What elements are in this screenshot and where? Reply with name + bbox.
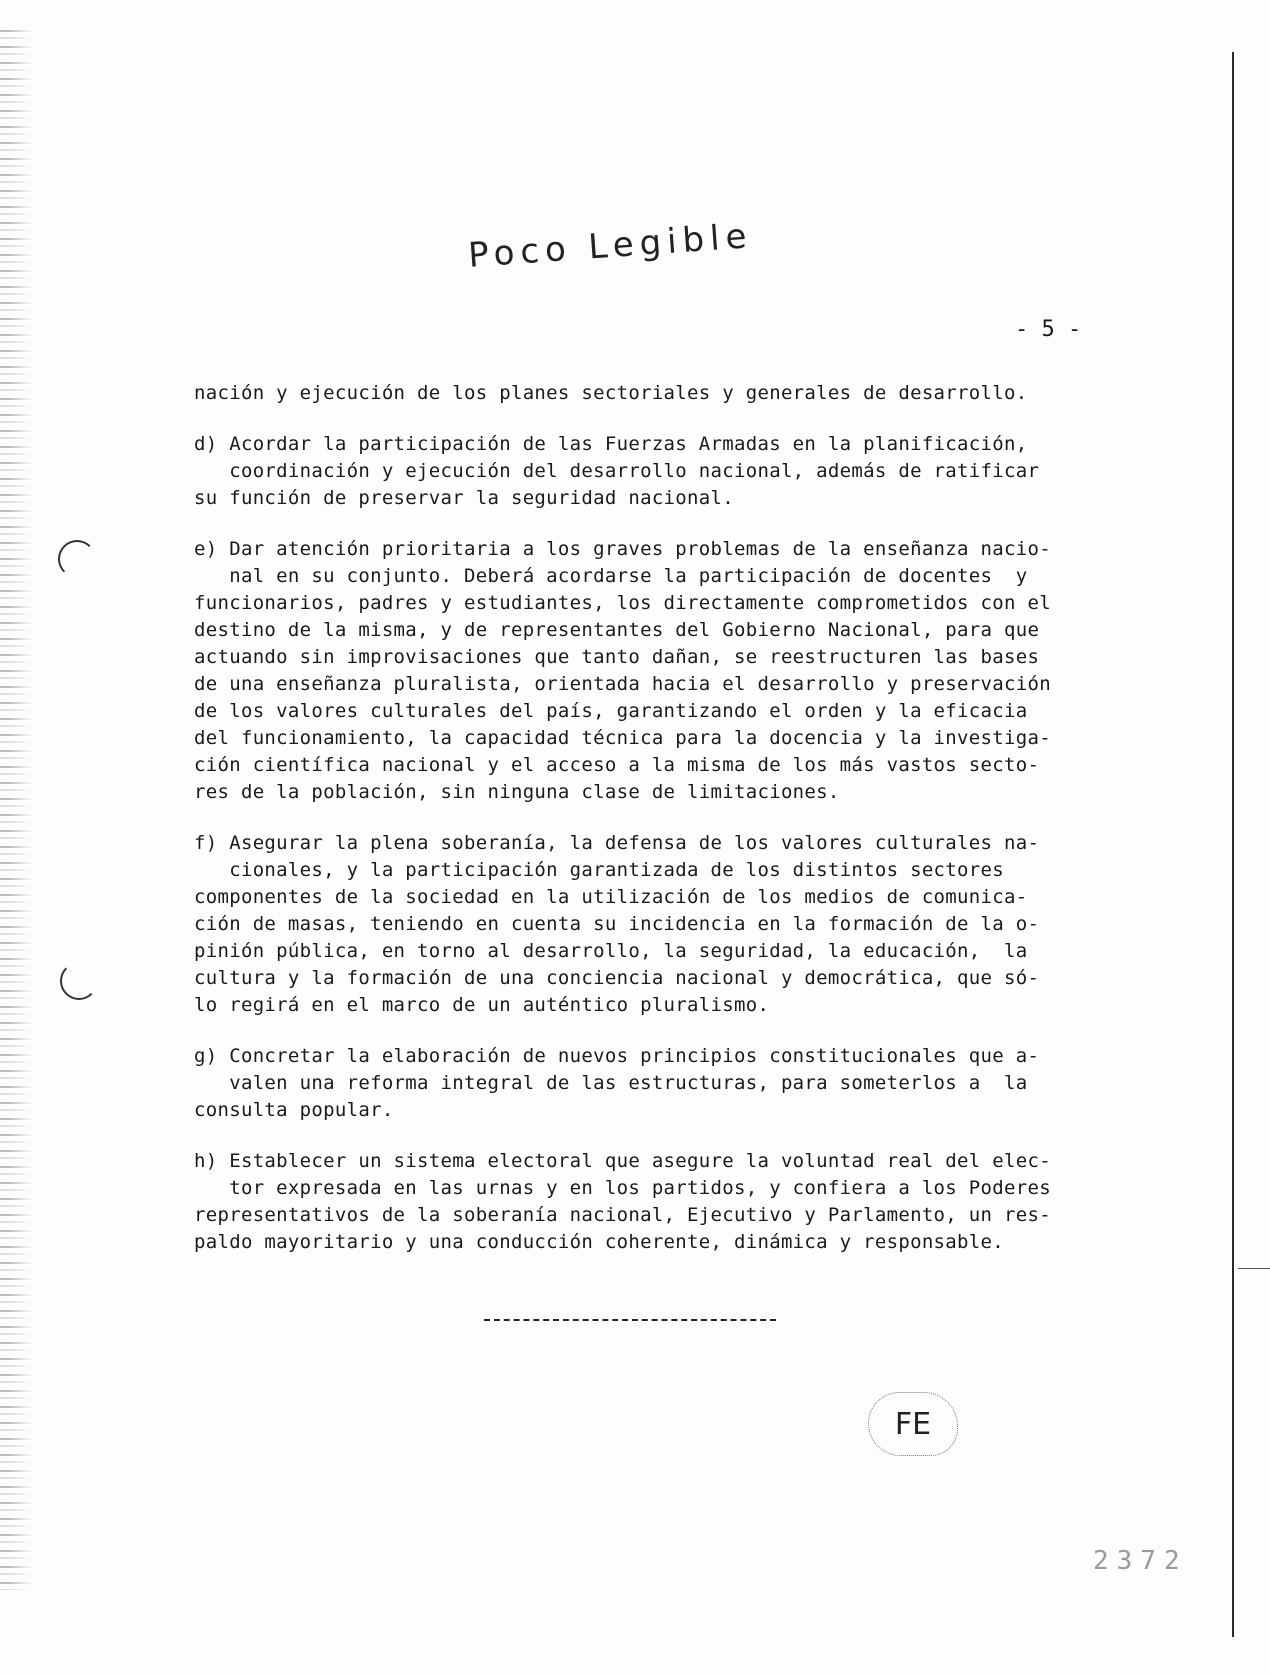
dashed-separator: [484, 1319, 776, 1321]
text-line: representativos de la soberanía nacional, Ejecutivo y Parlamento, un res-: [194, 1204, 1051, 1226]
text-line: actuando sin improvisaciones que tanto dañan, se reestructuren las bases: [194, 646, 1040, 668]
text-line: d) Acordar la participación de las Fuerzas Armadas en la planificación,: [194, 433, 1028, 455]
text-line: ción de masas, teniendo en cuenta su incidencia en la formación de la o-: [194, 913, 1040, 935]
text-line: cionales, y la participación garantizada de los distintos sectores: [194, 859, 1004, 881]
text-line: su función de preservar la seguridad nacional.: [194, 487, 734, 509]
initials-stamp: [868, 1392, 958, 1456]
text-line: res de la población, sin ninguna clase de limitaciones.: [194, 781, 840, 803]
text-line: cultura y la formación de una conciencia nacional y democrática, que só-: [194, 967, 1040, 989]
text-line: ción científica nacional y el acceso a la misma de los más vastos secto-: [194, 754, 1040, 776]
text-line: coordinación y ejecución del desarrollo nacional, además de ratificar: [194, 460, 1040, 482]
punch-hole-mark: [60, 962, 98, 1000]
text-line: consulta popular.: [194, 1099, 394, 1121]
text-line: pinión pública, en torno al desarrollo, la seguridad, la educación, la: [194, 940, 1028, 962]
scan-margin-line: [1232, 52, 1234, 1637]
text-line: f) Asegurar la plena soberanía, la defensa de los valores culturales na-: [194, 832, 1040, 854]
text-line: componentes de la sociedad en la utilización de los medios de comunica-: [194, 886, 1028, 908]
text-line: h) Establecer un sistema electoral que asegure la voluntad real del elec-: [194, 1150, 1051, 1172]
text-line: nación y ejecución de los planes sectoriales y generales de desarrollo.: [194, 382, 1028, 404]
text-line: del funcionamiento, la capacidad técnica para la docencia y la investiga-: [194, 727, 1051, 749]
stamp-initials: FE: [894, 1406, 932, 1442]
paragraph-item-f: [194, 830, 1124, 1019]
handwritten-note: Poco Legible: [466, 216, 754, 276]
text-line: valen una reforma integral de las estructuras, para someterlos a la: [194, 1072, 1028, 1094]
text-line: de una enseñanza pluralista, orientada hacia el desarrollo y preservación: [194, 673, 1051, 695]
scan-margin-tick: [1238, 1268, 1270, 1269]
paragraph-item-h: [194, 1148, 1124, 1256]
page-number: - 5 -: [1015, 317, 1082, 342]
text-line: paldo mayoritario y una conducción coherente, dinámica y responsable.: [194, 1231, 1004, 1253]
paragraph-item-g: [194, 1043, 1124, 1124]
paragraph-item-e: [194, 536, 1124, 806]
text-line: g) Concretar la elaboración de nuevos principios constitucionales que a-: [194, 1045, 1040, 1067]
text-line: destino de la misma, y de representantes del Gobierno Nacional, para que: [194, 619, 1040, 641]
text-line: funcionarios, padres y estudiantes, los directamente comprometidos con el: [194, 592, 1051, 614]
document-body: [194, 380, 1124, 1256]
scan-edge-noise: [0, 30, 34, 1590]
text-line: e) Dar atención prioritaria a los graves problemas de la enseñanza nacio-: [194, 538, 1051, 560]
paragraph-continuation: [194, 380, 1124, 407]
punch-hole-mark: [58, 540, 96, 578]
text-line: de los valores culturales del país, garantizando el orden y la eficacia: [194, 700, 1028, 722]
paragraph-item-d: [194, 431, 1124, 512]
text-line: nal en su conjunto. Deberá acordarse la participación de docentes y: [194, 565, 1028, 587]
text-line: lo regirá en el marco de un auténtico pluralismo.: [194, 994, 770, 1016]
archive-number: 2372: [1093, 1546, 1188, 1576]
text-line: tor expresada en las urnas y en los partidos, y confiera a los Poderes: [194, 1177, 1051, 1199]
